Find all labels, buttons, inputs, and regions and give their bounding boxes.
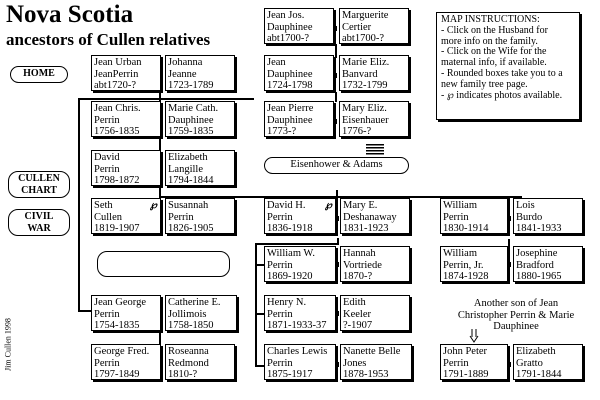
person-dates: 1797-1849 bbox=[94, 369, 140, 380]
person-dates: 1773-? bbox=[267, 126, 297, 137]
person-name: Josephine bbox=[516, 248, 558, 259]
person-box-william-jr[interactable] bbox=[440, 246, 508, 282]
another-son-note bbox=[446, 298, 586, 333]
person-name: Jean George bbox=[94, 297, 146, 308]
person-box-lois[interactable] bbox=[513, 198, 583, 234]
person-name: Jean Chris. bbox=[94, 103, 141, 114]
person-surname: Vortriede bbox=[343, 259, 382, 271]
civil-war-link[interactable] bbox=[8, 209, 70, 236]
person-dates: abt1700-? bbox=[342, 33, 384, 44]
person-name: Johanna bbox=[168, 57, 203, 68]
person-surname: Perrin bbox=[267, 308, 293, 320]
cullen-chart-label-1: CULLEN bbox=[18, 173, 60, 184]
eisenhower-adams-label: Eisenhower & Adams bbox=[290, 159, 383, 170]
person-surname: Burdo bbox=[516, 211, 543, 223]
person-name: Mary Eliz. bbox=[342, 103, 387, 114]
person-surname: Perrin bbox=[94, 357, 120, 369]
person-surname: Perrin bbox=[267, 211, 293, 223]
person-name: Nanette Belle bbox=[343, 346, 401, 357]
instructions-line: - Click on the Wife for the bbox=[441, 46, 547, 58]
person-name: Jean Pierre bbox=[267, 103, 314, 114]
instructions-line: new family tree page. bbox=[441, 78, 528, 90]
down-arrow-icon bbox=[469, 329, 479, 343]
person-dates: 1798-1872 bbox=[94, 175, 140, 186]
person-name: David bbox=[94, 152, 120, 163]
person-box-jean-pierre[interactable] bbox=[264, 101, 334, 137]
person-name: Marie Cath. bbox=[168, 103, 219, 114]
person-surname: Perrin bbox=[168, 211, 194, 223]
person-surname: Perrin bbox=[94, 114, 120, 126]
person-name: Marie Eliz. bbox=[342, 57, 390, 68]
person-box-johanna[interactable] bbox=[165, 55, 235, 91]
person-dates: 1791-1844 bbox=[516, 369, 562, 380]
instructions-heading: MAP INSTRUCTIONS: bbox=[441, 14, 540, 25]
person-surname: Jeanne bbox=[168, 68, 197, 80]
person-box-susannah[interactable] bbox=[165, 198, 235, 234]
person-dates: 1831-1923 bbox=[343, 223, 389, 234]
person-dates: abt1720-? bbox=[94, 80, 136, 91]
person-box-john-peter[interactable] bbox=[440, 344, 508, 380]
person-box-mary-e[interactable] bbox=[340, 198, 410, 234]
person-name: Hannah bbox=[343, 248, 376, 259]
connector-line bbox=[508, 196, 510, 204]
person-box-mary-eliz[interactable] bbox=[339, 101, 409, 137]
person-dates: 1723-1789 bbox=[168, 80, 214, 91]
person-surname: Jollimois bbox=[168, 308, 207, 320]
page-title: Nova Scotia bbox=[6, 1, 134, 28]
person-box-josephine[interactable] bbox=[513, 246, 583, 282]
connector-line bbox=[78, 98, 80, 312]
person-box-edith[interactable] bbox=[340, 295, 410, 331]
photo-icon: ℘ bbox=[325, 200, 332, 211]
page-subtitle: ancestors of Cullen relatives bbox=[6, 30, 211, 49]
person-name: Marguerite bbox=[342, 10, 389, 21]
person-surname: Perrin bbox=[443, 211, 469, 223]
person-box-william-w[interactable] bbox=[264, 246, 336, 282]
connector-line bbox=[78, 310, 92, 312]
map-instructions bbox=[436, 12, 580, 120]
person-box-jean-george[interactable] bbox=[91, 295, 161, 331]
person-box-roseanna[interactable] bbox=[165, 344, 235, 380]
person-box-george-fred[interactable] bbox=[91, 344, 161, 380]
flag-icon bbox=[366, 144, 384, 155]
person-box-elizabeth-langille[interactable] bbox=[165, 150, 235, 186]
person-name: Charles Lewis bbox=[267, 346, 328, 357]
person-surname: Dauphinee bbox=[267, 114, 313, 126]
person-dates: 1758-1850 bbox=[168, 320, 214, 331]
connector-line bbox=[255, 313, 264, 315]
person-name: Jean Jos. bbox=[267, 10, 305, 21]
person-dates: 1880-1965 bbox=[516, 271, 562, 282]
person-dates: 1841-1933 bbox=[516, 223, 562, 234]
note-line: Another son of Jean bbox=[473, 298, 559, 309]
person-box-seth-cullen[interactable] bbox=[91, 198, 161, 234]
person-dates: 1830-1914 bbox=[443, 223, 489, 234]
person-name: Catherine E. bbox=[168, 297, 221, 308]
person-name: William bbox=[443, 200, 477, 211]
person-box-henry[interactable] bbox=[264, 295, 336, 331]
person-box-jean-jos[interactable] bbox=[264, 8, 334, 44]
instructions-line: - Click on the Husband for bbox=[441, 24, 548, 36]
home-link[interactable] bbox=[10, 66, 68, 83]
person-surname: Jones bbox=[343, 357, 367, 369]
person-dates: 1794-1844 bbox=[168, 175, 214, 186]
civil-war-label-2: WAR bbox=[27, 223, 51, 234]
person-box-elizabeth-gratto[interactable] bbox=[513, 344, 583, 380]
connector-line bbox=[336, 190, 338, 204]
cullen-chart-link[interactable] bbox=[8, 171, 70, 198]
instructions-line: - ℘ indicates photos available. bbox=[441, 89, 563, 101]
connector-line bbox=[255, 365, 264, 367]
connector-line bbox=[159, 331, 161, 344]
person-dates: 1756-1835 bbox=[94, 126, 140, 137]
connector-line bbox=[255, 243, 339, 245]
person-surname: Langille bbox=[168, 163, 203, 175]
person-box-marguerite[interactable] bbox=[339, 8, 409, 44]
person-surname: Perrin bbox=[94, 163, 120, 175]
person-box-hannah[interactable] bbox=[340, 246, 410, 282]
person-dates: 1869-1920 bbox=[267, 271, 313, 282]
person-dates: 1776-? bbox=[342, 126, 372, 137]
person-surname: Dauphinee bbox=[168, 114, 214, 126]
person-surname: Bradford bbox=[516, 259, 554, 271]
person-box-catherine[interactable] bbox=[165, 295, 237, 331]
connector-line bbox=[255, 243, 257, 367]
person-box-william[interactable] bbox=[440, 198, 508, 234]
person-name: Roseanna bbox=[168, 346, 209, 357]
person-surname: Eisenhauer bbox=[342, 114, 389, 126]
instructions-line: maternal info, if available. bbox=[441, 57, 547, 69]
person-dates: 1870-? bbox=[343, 271, 373, 282]
person-name: Seth bbox=[94, 200, 113, 211]
person-box-marie-cath[interactable] bbox=[165, 101, 235, 137]
connector-line bbox=[335, 92, 337, 102]
person-box-charles[interactable] bbox=[264, 344, 336, 380]
person-surname: Perrin bbox=[267, 259, 293, 271]
civil-war-label-1: CIVIL bbox=[24, 211, 54, 222]
author-credit-text: Jim Cullen 1998 bbox=[3, 318, 13, 371]
person-dates: 1791-1889 bbox=[443, 369, 489, 380]
cullen-chart-label-2: CHART bbox=[21, 185, 57, 196]
person-dates: 1724-1798 bbox=[267, 80, 313, 91]
person-surname: Certier bbox=[342, 21, 372, 33]
person-box-marie-eliz[interactable] bbox=[339, 55, 409, 91]
person-name: George Fred. bbox=[94, 346, 150, 357]
person-surname: Redmond bbox=[168, 357, 209, 369]
person-dates: 1732-1799 bbox=[342, 80, 388, 91]
instructions-line: more info on the family. bbox=[441, 35, 538, 47]
person-dates: ?-1907 bbox=[343, 320, 373, 331]
connector-line bbox=[335, 44, 337, 58]
person-dates: 1754-1835 bbox=[94, 320, 140, 331]
person-name: Jean bbox=[267, 57, 286, 68]
person-surname: Perrin bbox=[443, 357, 469, 369]
person-box-jean-dauphinee[interactable] bbox=[264, 55, 334, 91]
author-credit bbox=[0, 300, 12, 398]
person-box-david-perrin[interactable] bbox=[91, 150, 161, 186]
person-surname: Perrin bbox=[94, 308, 120, 320]
note-line: Christopher Perrin & Marie bbox=[457, 309, 575, 321]
person-dates: 1819-1907 bbox=[94, 223, 140, 234]
person-surname: Keeler bbox=[343, 308, 371, 320]
person-dates: 1810-? bbox=[168, 369, 198, 380]
person-name: Edith bbox=[343, 297, 366, 308]
person-surname: Dauphinee bbox=[267, 68, 313, 80]
person-dates: 1759-1835 bbox=[168, 126, 214, 137]
home-label: HOME bbox=[23, 68, 55, 79]
person-surname: Gratto bbox=[516, 357, 543, 369]
connector-line bbox=[508, 239, 510, 249]
person-name: William bbox=[443, 248, 477, 259]
person-dates: 1874-1928 bbox=[443, 271, 489, 282]
person-name: David H. bbox=[267, 200, 306, 211]
person-dates: 1878-1953 bbox=[343, 369, 389, 380]
person-name: William W. bbox=[267, 248, 315, 259]
photo-icon: ℘ bbox=[150, 200, 157, 211]
person-surname: Perrin bbox=[267, 357, 293, 369]
person-surname: Cullen bbox=[94, 211, 122, 223]
person-name: Mary E. bbox=[343, 200, 378, 211]
person-name: Elizabeth bbox=[168, 152, 208, 163]
person-box-david-h[interactable] bbox=[264, 198, 336, 234]
note-line: Dauphinee bbox=[493, 321, 539, 333]
person-name: Jean Urban bbox=[94, 57, 142, 68]
person-surname: Banvard bbox=[342, 68, 378, 80]
person-dates: 1875-1917 bbox=[267, 369, 313, 380]
person-dates: abt1700-? bbox=[267, 33, 309, 44]
person-surname: Deshanaway bbox=[343, 211, 397, 223]
person-box-nanette[interactable] bbox=[340, 344, 412, 380]
person-dates: 1836-1918 bbox=[267, 223, 313, 234]
person-box-jean-urban[interactable] bbox=[91, 55, 161, 91]
person-name: John Peter bbox=[443, 346, 488, 357]
instructions-line: - Rounded boxes take you to a bbox=[441, 67, 563, 79]
person-name: Henry N. bbox=[267, 297, 307, 308]
connector-line bbox=[78, 98, 254, 100]
person-surname: Perrin, Jr. bbox=[443, 259, 484, 271]
person-box-jean-chris[interactable] bbox=[91, 101, 161, 137]
person-surname: Dauphinee bbox=[267, 21, 313, 33]
person-name: Elizabeth bbox=[516, 346, 556, 357]
connector-line bbox=[255, 264, 264, 266]
person-dates: 1826-1905 bbox=[168, 223, 214, 234]
person-surname: JeanPerrin bbox=[94, 68, 139, 80]
person-dates: 1871-1933-37 bbox=[267, 320, 327, 331]
blank-family-link[interactable] bbox=[97, 251, 230, 277]
eisenhower-adams-link[interactable] bbox=[264, 157, 409, 174]
person-name: Susannah bbox=[168, 200, 209, 211]
person-name: Lois bbox=[516, 200, 535, 211]
